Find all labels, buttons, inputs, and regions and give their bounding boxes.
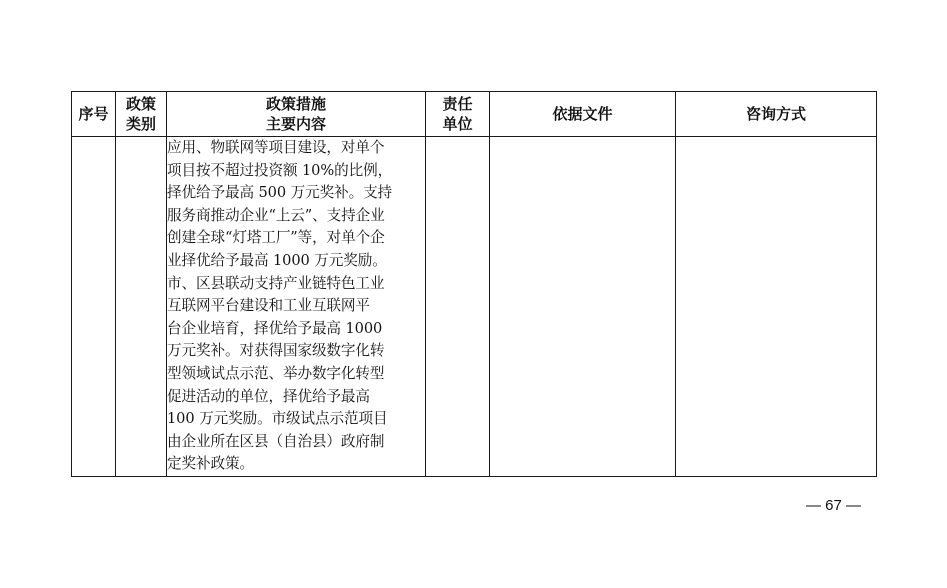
header-measures: 政策措施 主要内容 bbox=[167, 92, 426, 137]
cell-measures: 应用、物联网等项目建设，对单个 项目按不超过投资额 10%的比例， 择优给予最高 500 万元奖补。支持 服务商推动企业“上云”、支持企业 创建全球“灯塔工厂”等，对单个企 业择优给予最高 1000 万元奖励。 市、区县联动支持产业链特色工业 互联网平台建设和工业互联网平 台企业培育，择优给予最高 1000 万元奖补。对获得国家级数字化转 型领域试点示范、举办数字化转型 促进活动的单位，择优给予最高 100 万元奖励。市级试点示范项目 由企业所在区县（自治县）政府制 定奖补政策。 bbox=[167, 137, 426, 477]
header-category: 政策 类别 bbox=[116, 92, 167, 137]
header-basis: 依据文件 bbox=[490, 92, 676, 137]
header-seq: 序号 bbox=[72, 92, 116, 137]
table-header-row bbox=[72, 92, 877, 137]
cell-responsible bbox=[426, 137, 490, 477]
cell-category bbox=[116, 137, 167, 477]
cell-seq bbox=[72, 137, 116, 477]
cell-contact bbox=[676, 137, 877, 477]
policy-table bbox=[71, 91, 877, 477]
page-number: — 67 — bbox=[806, 497, 862, 514]
table-row bbox=[72, 137, 877, 477]
header-contact: 咨询方式 bbox=[676, 92, 877, 137]
cell-basis bbox=[490, 137, 676, 477]
header-responsible: 责任 单位 bbox=[426, 92, 490, 137]
